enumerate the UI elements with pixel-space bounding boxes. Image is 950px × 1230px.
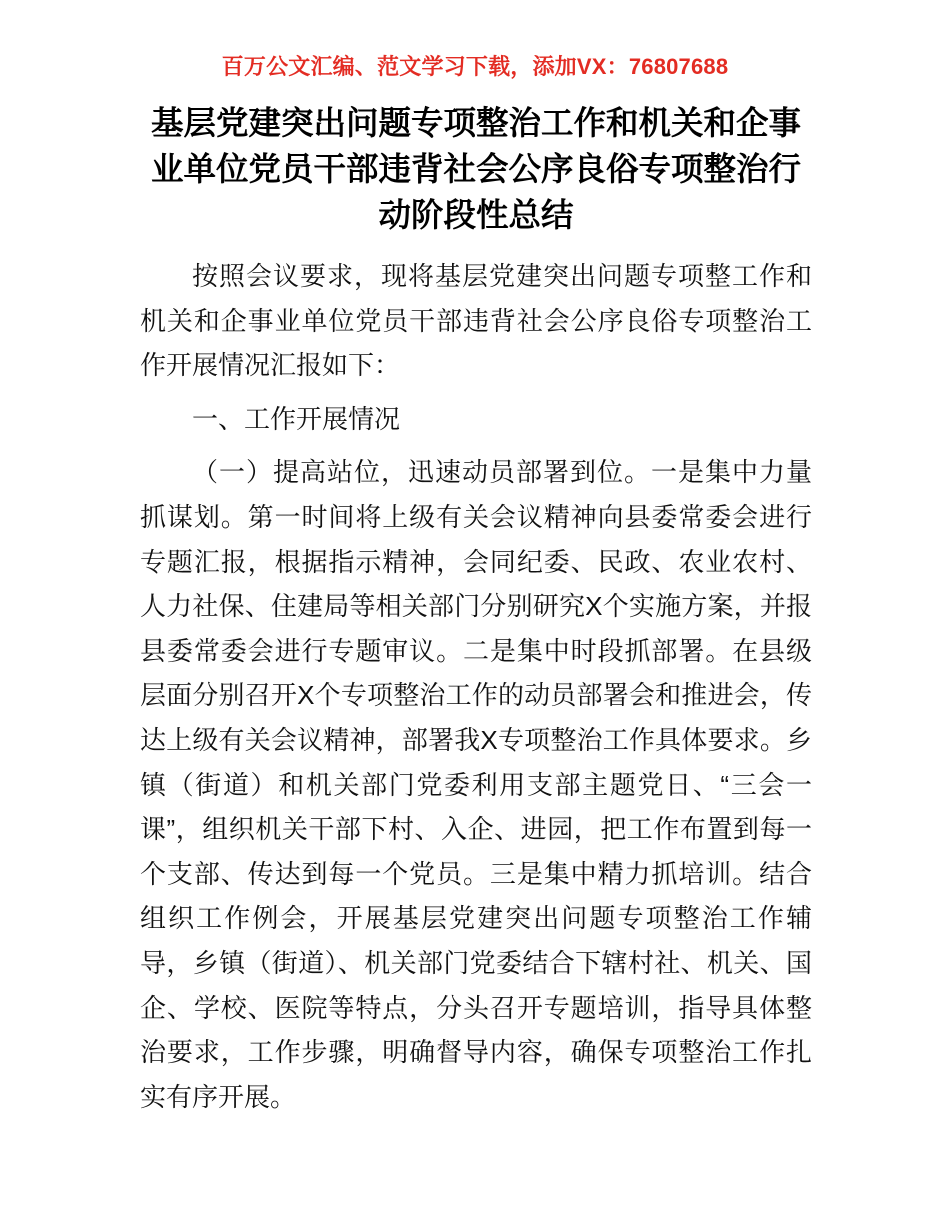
intro-paragraph: 按照会议要求，现将基层党建突出问题专项整工作和机关和企事业单位党员干部违背社会公序良俗专项整治工作开展情况汇报如下： (140, 261, 812, 381)
document-body (140, 100, 812, 1119)
paragraph-gap (140, 441, 812, 450)
page-title: 基层党建突出问题专项整治工作和机关和企事业单位党员干部违背社会公序良俗专项整治行动阶段性总结 (150, 105, 801, 233)
promo-banner: 百万公文汇编、范文学习下载，添加VX：76807688 (221, 54, 729, 79)
paragraph-gap (140, 388, 812, 397)
subsection-paragraph-raise-standing: （一）提高站位，迅速动员部署到位。一是集中力量抓谋划。第一时间将上级有关会议精神向县委常委会进行专题汇报，根据指示精神，会同纪委、民政、农业农村、人力社保、住建局等相关部门分别研究X个实施方案，并报县委常委会进行专题审议。二是集中时段抓部署。在县级层面分别召开X个专项整治工作的动员部署会和推进会，传达上级有关会议精神，部署我X专项整治工作具体要求。乡镇（街道）和机关部门党委利用支部主题党日、“三会一课”，组织机关干部下村、入企、进园，把工作布置到每一个支部、传达到每一个党员。三是集中精力抓培训。结合组织工作例会，开展基层党建突出问题专项整治工作辅导，乡镇（街道）、机关部门党委结合下辖村社、机关、国企、学校、医院等特点，分头召开专题培训，指导具体整治要求，工作步骤，明确督导内容，确保专项整治工作扎实有序开展。 (140, 457, 812, 1112)
title-spacer (140, 238, 812, 254)
section-heading-work-progress: 一、工作开展情况 (192, 403, 401, 434)
